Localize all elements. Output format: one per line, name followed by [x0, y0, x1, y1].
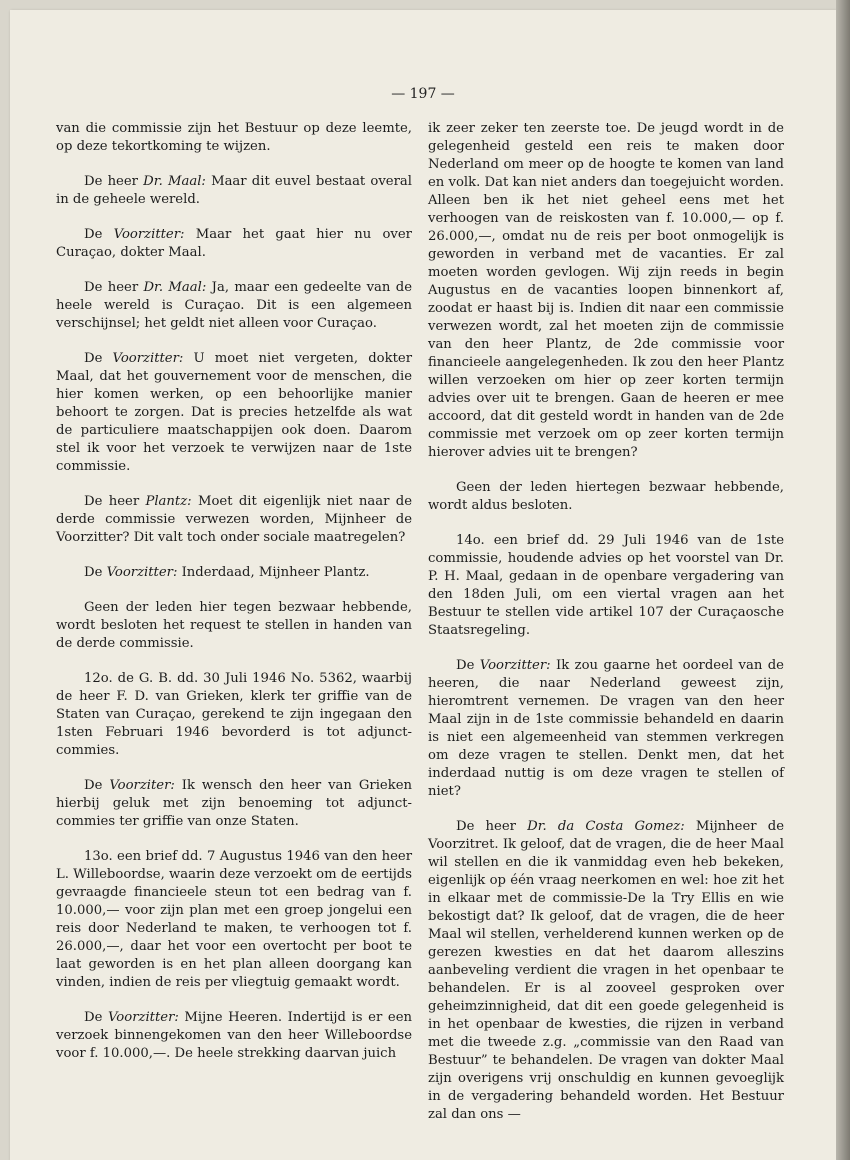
page-edge	[836, 0, 850, 1160]
speech-prefix: De heer	[84, 494, 146, 509]
speech-text: Mijne Heeren. Indertijd is er een verzoek binnengekomen van den heer Willeboordse voor f. 10.000,—. De heele strekking daarvan juich	[56, 1010, 412, 1061]
speaker-name: Voorziter:	[109, 778, 175, 793]
speech-text: Ik wensch den heer van Grieken hierbij geluk met zijn benoeming tot adjunct-commies ter griffie van onze Staten.	[56, 778, 413, 829]
paragraph	[56, 173, 412, 209]
paragraph: 12o. de G. B. dd. 30 Juli 1946 No. 5362, waarbij de heer F. D. van Grieken, klerk ter griffie van de Staten van Curaçao, gerekend te zijn ingegaan den 1sten Februari 1946 bevorderd is tot adjunct-commies.	[56, 671, 412, 758]
paragraph	[56, 1009, 412, 1063]
speech-text: Ik zou gaarne het oordeel van de heeren, die naar Nederland geweest zijn, hieromtrent vernemen. De vragen van den heer Maal zijn in de 1ste commissie behandeld en daarin is niet een algemeenheid van stemmen verkregen om deze vragen te stellen. Denkt men, dat het inderdaad nuttig is om deze vragen te stellen of niet?	[428, 658, 784, 799]
speech-prefix: De heer	[84, 174, 144, 189]
speech-prefix: De	[456, 658, 480, 673]
paragraph: Geen der leden hiertegen bezwaar hebbende, wordt aldus besloten.	[428, 480, 784, 513]
paragraph	[56, 564, 412, 582]
speaker-name: Dr. Maal:	[143, 174, 206, 189]
paragraph: 14o. een brief dd. 29 Juli 1946 van de 1ste commissie, houdende advies op het voorstel van Dr. P. H. Maal, gedaan in de openbare vergadering van den 18den Juli, om een viertal vragen aan het Bestuur te stellen vide artikel 107 der Curaçaosche Staatsregeling.	[428, 533, 784, 638]
speaker-name: Voorzitter:	[112, 351, 184, 366]
paragraph	[56, 493, 412, 547]
speech-prefix: De	[84, 778, 110, 793]
speech-text: Ja, maar een gedeelte van de heele wereld is Curaçao. Dit is een algemeen verschijnsel; het geldt niet alleen voor Curaçao.	[56, 280, 413, 331]
speech-prefix: De	[84, 565, 107, 580]
speaker-name: Voorzitter:	[108, 1010, 179, 1025]
speech-prefix: De heer	[84, 280, 144, 295]
speech-prefix: De	[84, 351, 113, 366]
paragraph	[428, 818, 784, 1124]
speech-text: Mijnheer de Voorzitret. Ik geloof, dat de vragen, die de heer Maal wil stellen en die ik vanmiddag even heb bekeken, eigenlijk op één vraag neerkomen en wel: hoe zit het in elkaar met de commissie-De la Try Ellis en wie bekostigt dat? Ik geloof, dat de vragen, die de heer Maal wil stellen, verhelderend kunnen werken op de gerezen kwesties en dat het daarom alleszins aanbeveling verdient die vragen in het openbaar te behandelen. Er is al zooveel gesproken over geheimzinnigheid, dat dit een goede gelegenheid is in het openbaar de kwesties, die rijzen in verband met die tweede z.g. „commissie van den Raad van Bestuur” te behandelen. De vragen van dokter Maal zijn overigens vrij onschuldig en kunnen gevoeglijk in de vergadering behandeld worden. Het Bestuur zal dan ons —	[428, 819, 784, 1122]
speech-text: Maar het gaat hier nu over Curaçao, dokter Maal.	[56, 227, 412, 260]
left-column	[56, 120, 412, 1080]
speaker-name: Voorzitter:	[479, 658, 551, 673]
document-page	[10, 10, 836, 1160]
speaker-name: Voorzitter:	[106, 565, 178, 580]
paragraph: van die commissie zijn het Bestuur op deze leemte, op deze tekortkoming te wijzen.	[56, 121, 412, 154]
paragraph	[56, 777, 412, 831]
paragraph: Geen der leden hier tegen bezwaar hebbende, wordt besloten het request te stellen in handen van de derde commissie.	[56, 600, 412, 651]
speaker-name: Voorzitter:	[113, 227, 185, 242]
speech-prefix: De	[84, 1010, 108, 1025]
page-number: — 197 —	[391, 86, 455, 102]
speaker-name: Plantz:	[145, 494, 192, 509]
speech-text: Maar dit euvel bestaat overal in de geheele wereld.	[56, 174, 413, 207]
paragraph: ik zeer zeker ten zeerste toe. De jeugd wordt in de gelegenheid gesteld een reis te maken door Nederland om meer op de hoogte te komen van land en volk. Dat kan niet anders dan toegejuicht worden. Alleen ben ik het niet geheel eens met het verhoogen van de reiskosten van f. 10.000,— op f. 26.000,—, omdat nu de reis per boot onmogelijk is geworden in verband met de vacanties. Er zal moeten worden gevlogen. Wij zijn reeds in begin Augustus en de vacanties loopen binnenkort af, zoodat er haast bij is. Indien dit naar een commissie verwezen wordt, zal het moeten zijn de commissie van den heer Plantz, de 2de commissie voor financieele aangelegenheden. Ik zou den heer Plantz willen verzoeken om hier op zeer korten termijn advies over uit te brengen. Gaan de heeren er mee accoord, dat dit gesteld wordt in handen van de 2de commissie met verzoek om op zeer korten termijn hierover advies uit te brengen?	[428, 121, 784, 460]
paragraph	[428, 657, 784, 801]
speaker-name: Dr. da Costa Gomez:	[527, 819, 685, 834]
speaker-name: Dr. Maal:	[143, 280, 207, 295]
paragraph: 13o. een brief dd. 7 Augustus 1946 van den heer L. Willeboordse, waarin deze verzoekt om de eertijds gevraagde financieele steun tot een bedrag van f. 10.000,— voor zijn plan met een groep jongelui een reis door Nederland te maken, te verhoogen tot f. 26.000,—, daar het voor een overtocht per boot te laat geworden is en het plan alleen doorgang kan vinden, indien de reis per vliegtuig gemaakt wordt.	[56, 849, 412, 990]
speech-text: Moet dit eigenlijk niet naar de derde commissie verwezen worden, Mijnheer de Voorzitter? Dit valt toch onder sociale maatregelen?	[56, 494, 412, 545]
right-column	[428, 120, 784, 1141]
speech-prefix: De heer	[456, 819, 528, 834]
paragraph	[56, 226, 412, 262]
speech-prefix: De	[84, 227, 114, 242]
paragraph	[56, 279, 412, 333]
paragraph	[56, 350, 412, 476]
speech-text: U moet niet vergeten, dokter Maal, dat het gouvernement voor de menschen, die hier komen werken, op een behoorlijke manier behoort te zorgen. Dat is precies hetzelfde als wat de particuliere maatschappijen ook doen. Daarom stel ik voor het verzoek te verwijzen naar de 1ste commissie.	[56, 351, 413, 474]
speech-text: Inderdaad, Mijnheer Plantz.	[177, 565, 370, 580]
